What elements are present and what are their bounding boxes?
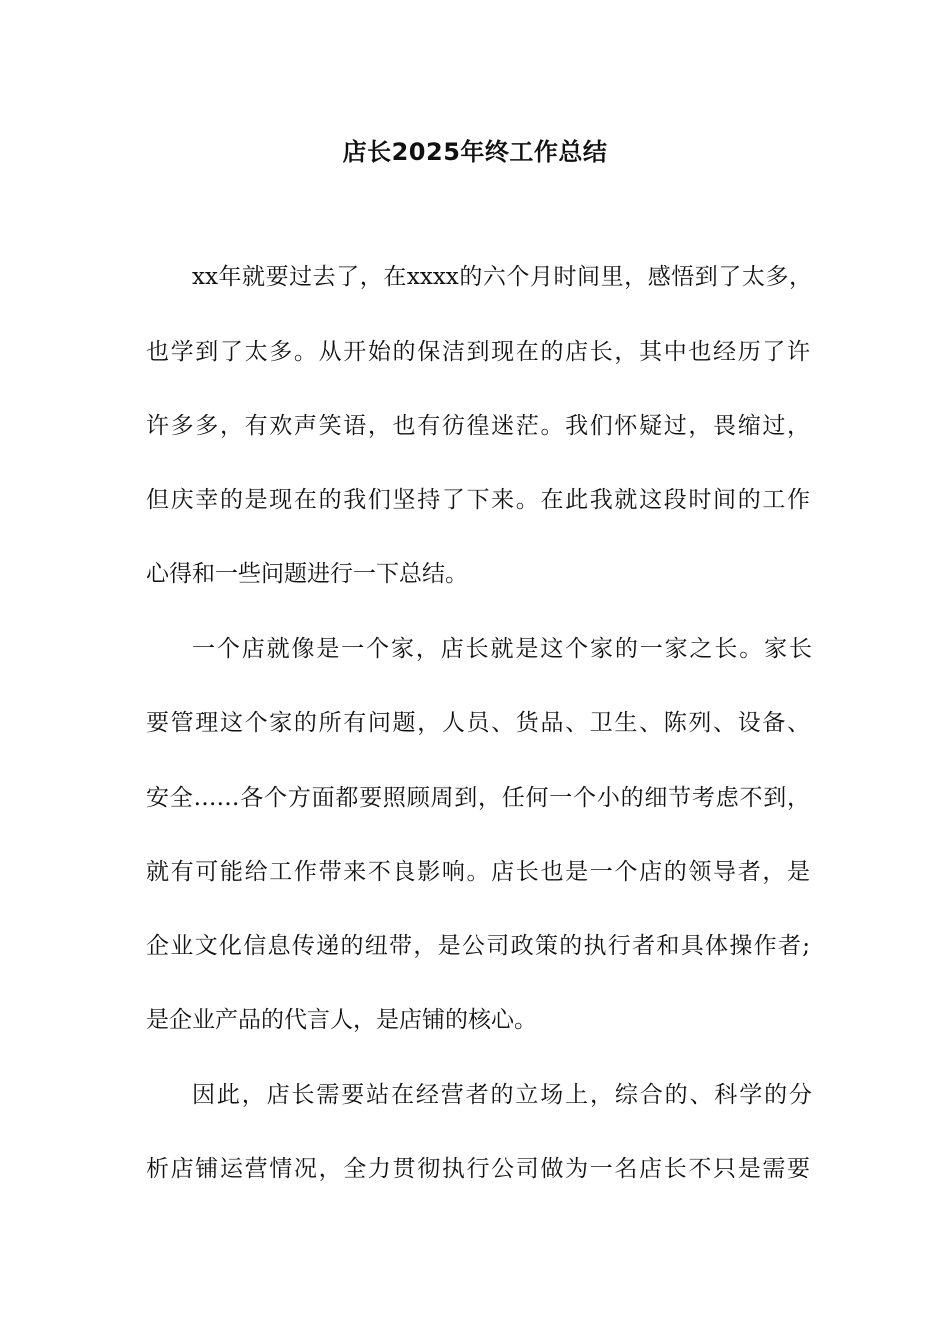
paragraph-2-line-3: 安全……各个方面都要照顾周到，任何一个小的细节考虑不到，: [146, 785, 810, 811]
paragraph-1-line-2: 也学到了太多。从开始的保洁到现在的店长，其中也经历了许: [146, 339, 810, 365]
paragraph-2-line-1: 一个店就像是一个家，店长就是这个家的一家之长。家长: [192, 636, 812, 662]
paragraph-3-line-1: 因此，店长需要站在经营者的立场上，综合的、科学的分: [192, 1082, 812, 1108]
document-title: 店长2025年终工作总结: [342, 138, 608, 166]
paragraph-2-line-5: 企业文化信息传递的纽带，是公司政策的执行者和具体操作者;: [146, 933, 810, 959]
paragraph-3-line-2: 析店铺运营情况，全力贯彻执行公司做为一名店长不只是需要: [146, 1156, 810, 1182]
paragraph-1-line-5: 心得和一些问题进行一下总结。: [146, 561, 468, 587]
paragraph-2-line-6: 是企业产品的代言人，是店铺的核心。: [146, 1007, 537, 1033]
paragraph-2-line-2: 要管理这个家的所有问题，人员、货品、卫生、陈列、设备、: [146, 710, 810, 736]
paragraph-1-line-1: xx年就要过去了，在xxxx的六个月时间里，感悟到了太多，: [192, 264, 812, 290]
paragraph-2-line-4: 就有可能给工作带来不良影响。店长也是一个店的领导者，是: [146, 859, 810, 885]
paragraph-1-line-3: 许多多，有欢声笑语，也有彷徨迷茫。我们怀疑过，畏缩过，: [146, 413, 810, 439]
paragraph-1-line-4: 但庆幸的是现在的我们坚持了下来。在此我就这段时间的工作: [146, 487, 810, 513]
